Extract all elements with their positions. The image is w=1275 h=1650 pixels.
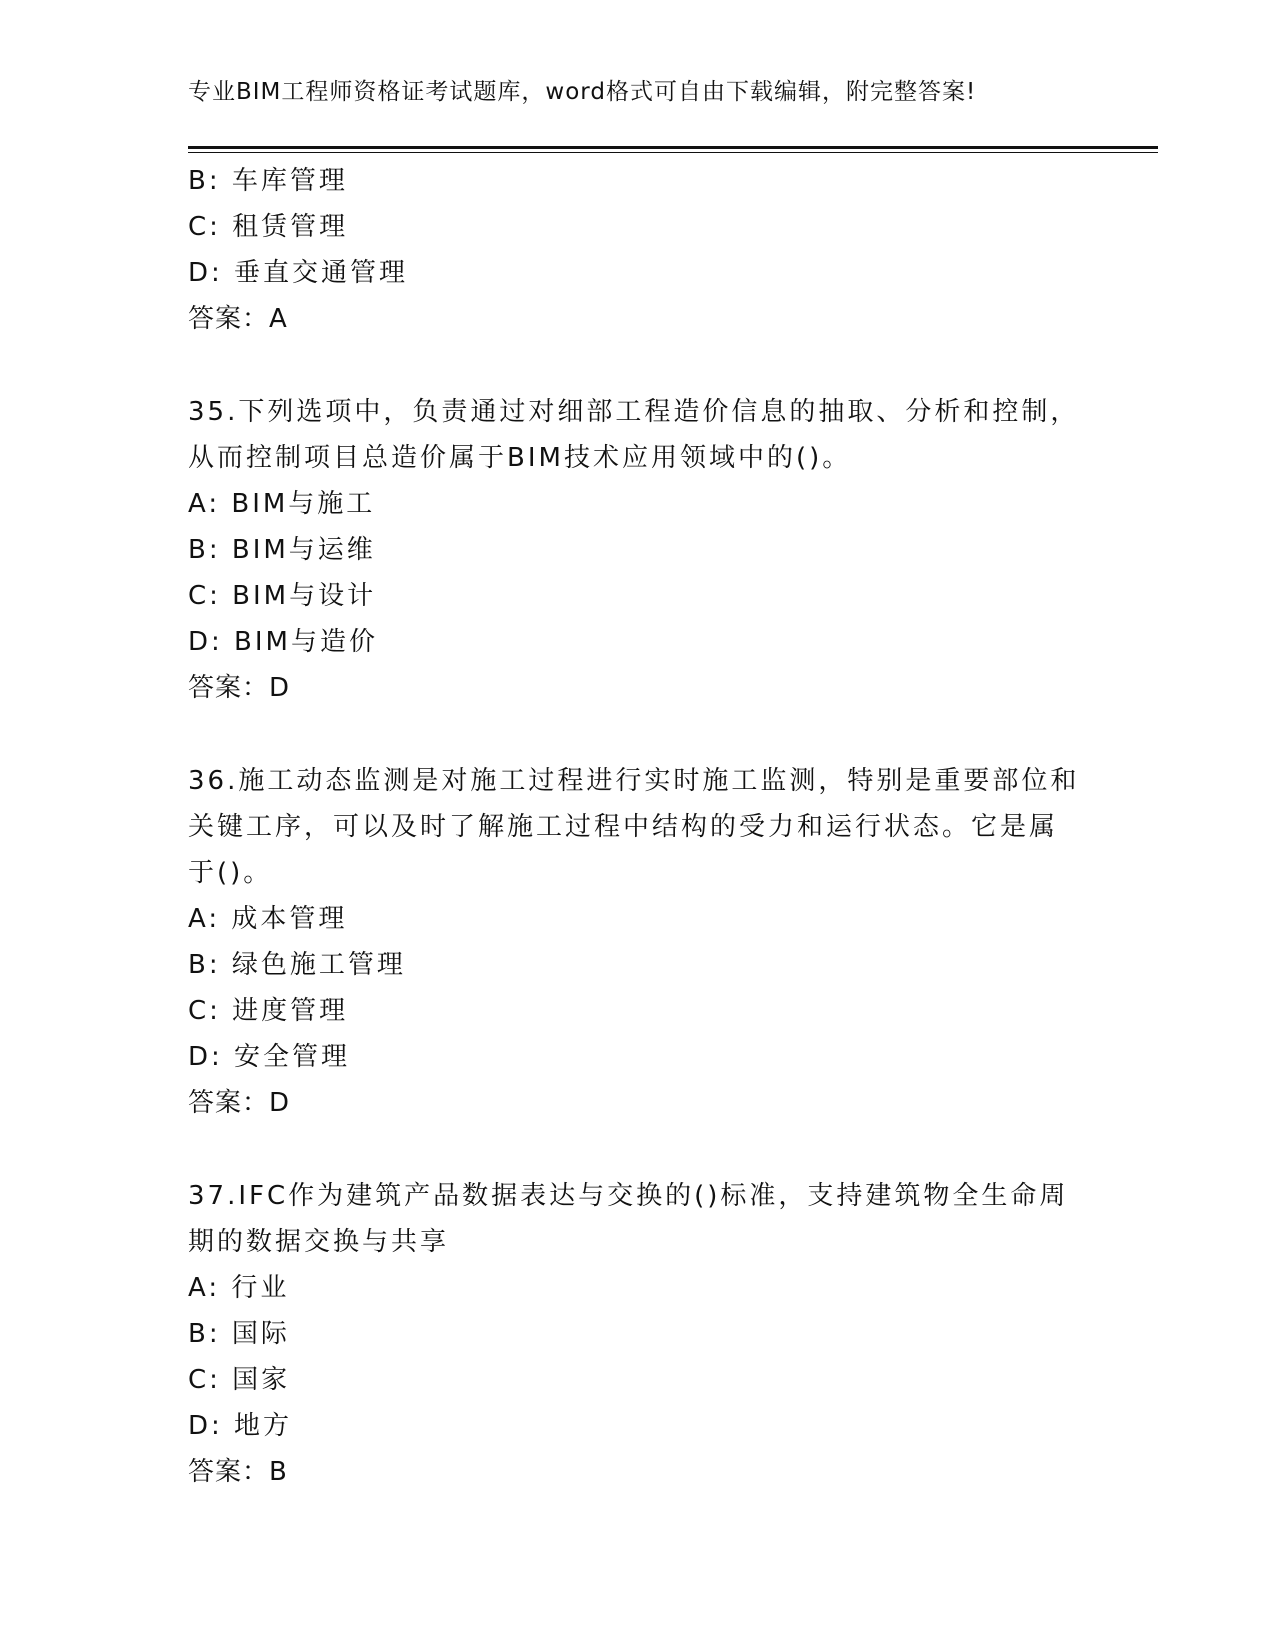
option-b: B: BIM与运维 [188,535,376,565]
option-c: C: 进度管理 [188,996,349,1026]
answer-line: 答案：B [188,1457,288,1487]
option-d: D: 垂直交通管理 [188,258,409,288]
question-text-line: 从而控制项目总造价属于BIM技术应用领域中的()。 [188,443,852,473]
document-body [188,158,1088,1495]
question-text-line: 于()。 [188,858,273,888]
question-34 [188,158,1088,342]
question-text-line: 36.施工动态监测是对施工过程进行实时施工监测，特别是重要部位和 [188,766,1080,796]
option-d: D: BIM与造价 [188,627,378,657]
option-c: C: 国家 [188,1365,291,1395]
answer-line: 答案：A [188,304,288,334]
question-text-line: 期的数据交换与共享 [188,1227,450,1257]
option-b: B: 绿色施工管理 [188,950,406,980]
option-c: C: 租赁管理 [188,212,349,242]
option-c: C: BIM与设计 [188,581,377,611]
question-text-line: 37.IFC作为建筑产品数据表达与交换的()标准，支持建筑物全生命周 [188,1181,1069,1211]
header-divider-thick [188,146,1158,149]
header-divider-thin [188,152,1158,153]
page-header: 专业BIM工程师资格证考试题库，word格式可自由下载编辑，附完整答案! [188,79,977,105]
question-text-line: 35.下列选项中，负责通过对细部工程造价信息的抽取、分析和控制， [188,397,1080,427]
answer-line: 答案：D [188,1088,291,1118]
option-a: A: BIM与施工 [188,489,376,519]
option-d: D: 地方 [188,1411,293,1441]
question-36 [188,758,1088,1126]
question-text-line: 关键工序，可以及时了解施工过程中结构的受力和运行状态。它是属 [188,812,1059,842]
question-35 [188,389,1088,711]
option-a: A: 成本管理 [188,904,348,934]
option-d: D: 安全管理 [188,1042,351,1072]
option-b: B: 国际 [188,1319,290,1349]
answer-line: 答案：D [188,673,291,703]
option-b: B: 车库管理 [188,166,348,196]
question-37 [188,1173,1088,1495]
option-a: A: 行业 [188,1273,290,1303]
